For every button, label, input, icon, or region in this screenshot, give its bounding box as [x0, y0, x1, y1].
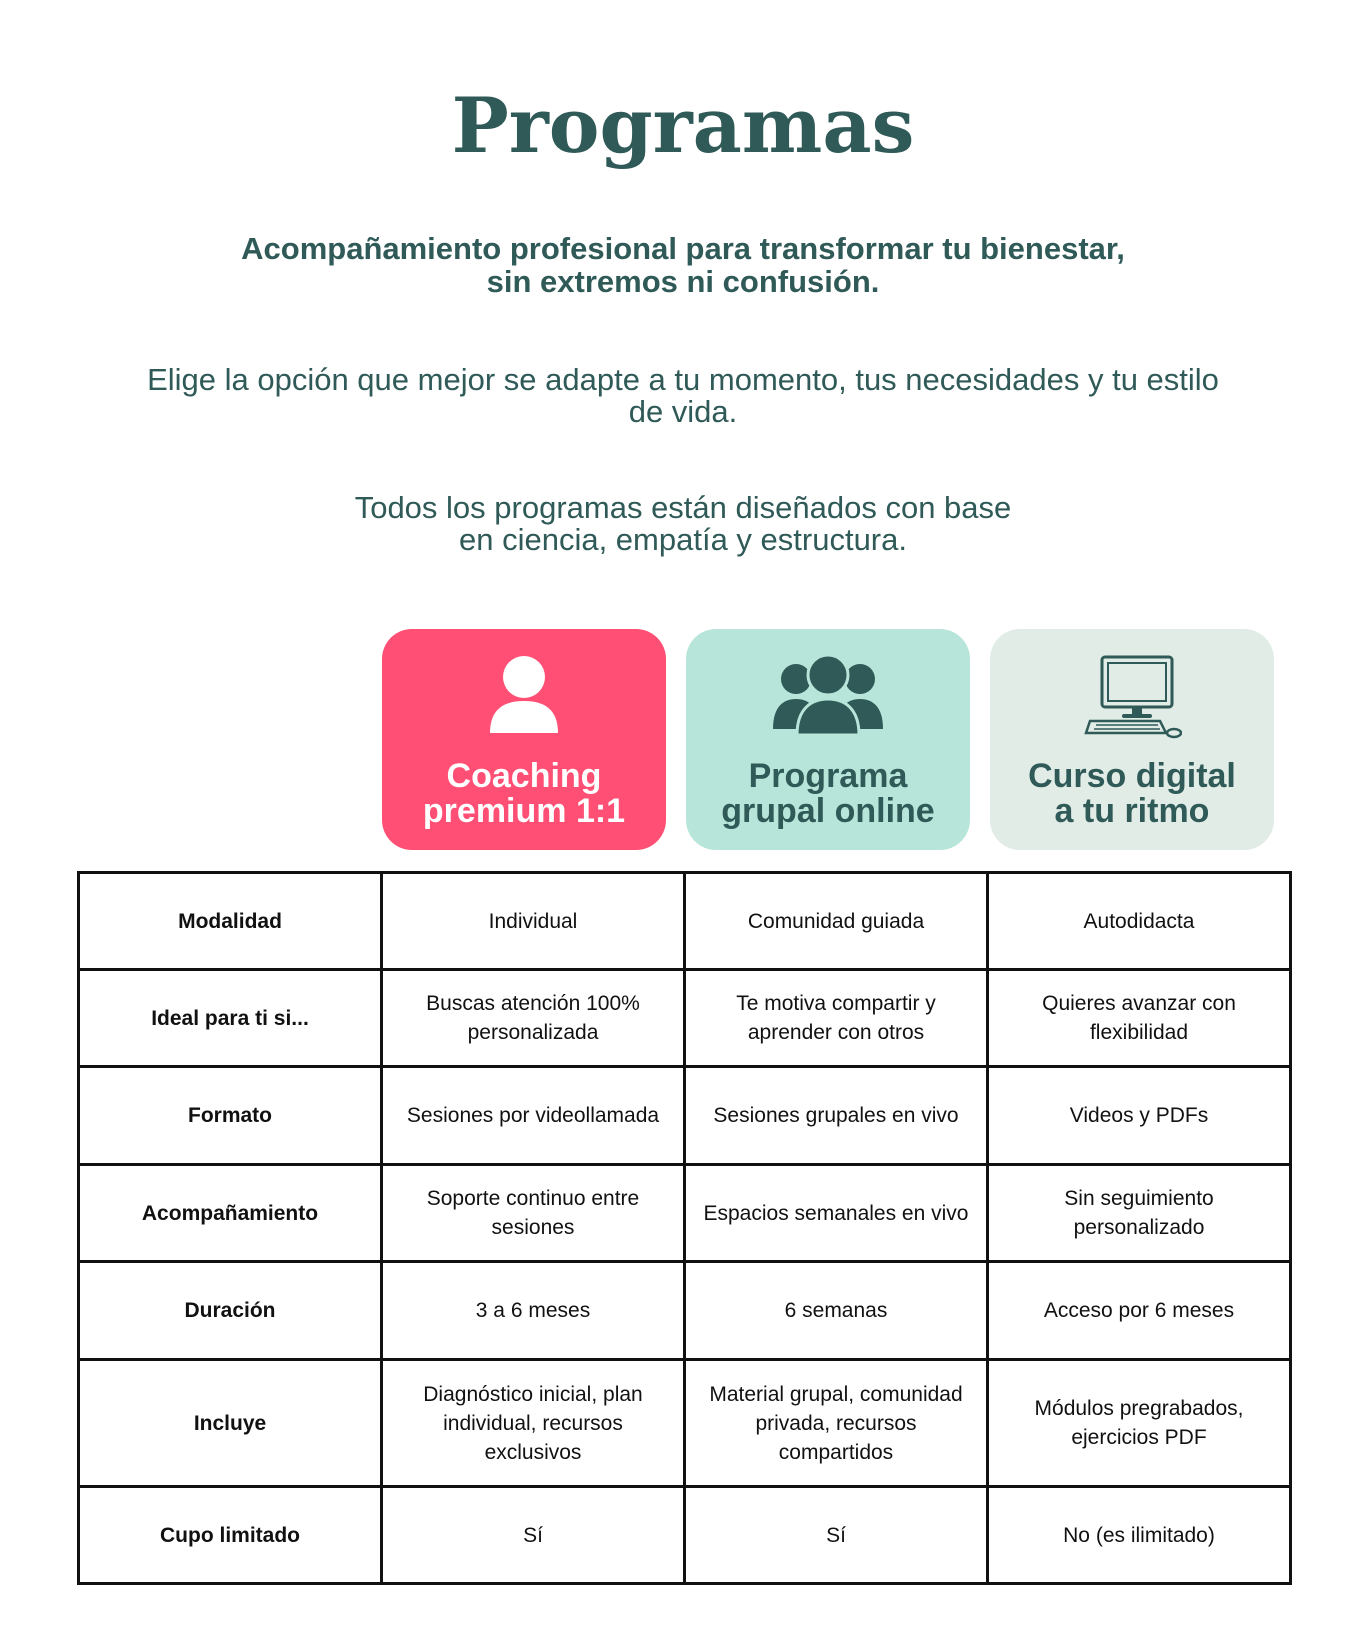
table-cell: Sesiones grupales en vivo: [685, 1067, 988, 1165]
intro1-line-2: de vida.: [628, 394, 738, 429]
table-cell: Sí: [685, 1487, 988, 1584]
table-cell: Sesiones por videollamada: [382, 1067, 685, 1165]
table-row-formato: [79, 1067, 1291, 1165]
table-row-duracion: [79, 1262, 1291, 1360]
table-row-cupo: [79, 1487, 1291, 1584]
table-row-acompanamiento: [79, 1165, 1291, 1262]
intro-paragraph-choose: [60, 364, 1306, 428]
program-card-grupal[interactable]: [686, 629, 970, 850]
program-card-curso[interactable]: [990, 629, 1274, 850]
subtitle-line-2: sin extremos ni confusión.: [486, 264, 880, 299]
row-label: Ideal para ti si...: [79, 970, 382, 1067]
table-row-modalidad: [79, 873, 1291, 970]
page-title: Programas: [451, 81, 915, 170]
row-label: Incluye: [79, 1360, 382, 1487]
table-cell: Videos y PDFs: [988, 1067, 1291, 1165]
table-cell: Acceso por 6 meses: [988, 1262, 1291, 1360]
row-label: Duración: [79, 1262, 382, 1360]
table-cell: Sin seguimiento personalizado: [988, 1165, 1291, 1262]
table-cell: Módulos pregrabados, ejercicios PDF: [988, 1360, 1291, 1487]
table-row-ideal: [79, 970, 1291, 1067]
subtitle-line-1: Acompañamiento profesional para transformar tu bienestar,: [241, 231, 1125, 266]
table-cell: 3 a 6 meses: [382, 1262, 685, 1360]
intro2-line-1: Todos los programas están diseñados con base: [354, 490, 1012, 525]
group-icon: [686, 655, 970, 735]
row-label: Modalidad: [79, 873, 382, 970]
table-cell: No (es ilimitado): [988, 1487, 1291, 1584]
table-cell: Buscas atención 100% personalizada: [382, 970, 685, 1067]
table-cell: Autodidacta: [988, 873, 1291, 970]
table-cell: Material grupal, comunidad privada, recursos compartidos: [685, 1360, 988, 1487]
table-cell: 6 semanas: [685, 1262, 988, 1360]
row-label: Acompañamiento: [79, 1165, 382, 1262]
row-label: Formato: [79, 1067, 382, 1165]
table-cell: Comunidad guiada: [685, 873, 988, 970]
table-cell: Sí: [382, 1487, 685, 1584]
table-cell: Quieres avanzar con flexibilidad: [988, 970, 1291, 1067]
page-subtitle: [140, 232, 1226, 298]
program-card-coaching-label: Coaching premium 1:1: [422, 757, 626, 830]
program-card-coaching[interactable]: [382, 629, 666, 850]
program-card-curso-label: Curso digital a tu ritmo: [1028, 757, 1236, 830]
table-cell: Espacios semanales en vivo: [685, 1165, 988, 1262]
intro1-line-1: Elige la opción que mejor se adapte a tu momento, tus necesidades y tu estilo: [147, 362, 1219, 397]
intro2-line-2: en ciencia, empatía y estructura.: [458, 522, 907, 557]
comparison-table: [77, 871, 1292, 1585]
intro-paragraph-science: [300, 492, 1066, 556]
table-cell: Te motiva compartir y aprender con otros: [685, 970, 988, 1067]
computer-icon: [990, 655, 1274, 735]
table-cell: Individual: [382, 873, 685, 970]
row-label: Cupo limitado: [79, 1487, 382, 1584]
person-icon: [382, 655, 666, 735]
program-card-grupal-label: Programa grupal online: [721, 757, 935, 830]
table-cell: Diagnóstico inicial, plan individual, recursos exclusivos: [382, 1360, 685, 1487]
table-cell: Soporte continuo entre sesiones: [382, 1165, 685, 1262]
table-row-incluye: [79, 1360, 1291, 1487]
